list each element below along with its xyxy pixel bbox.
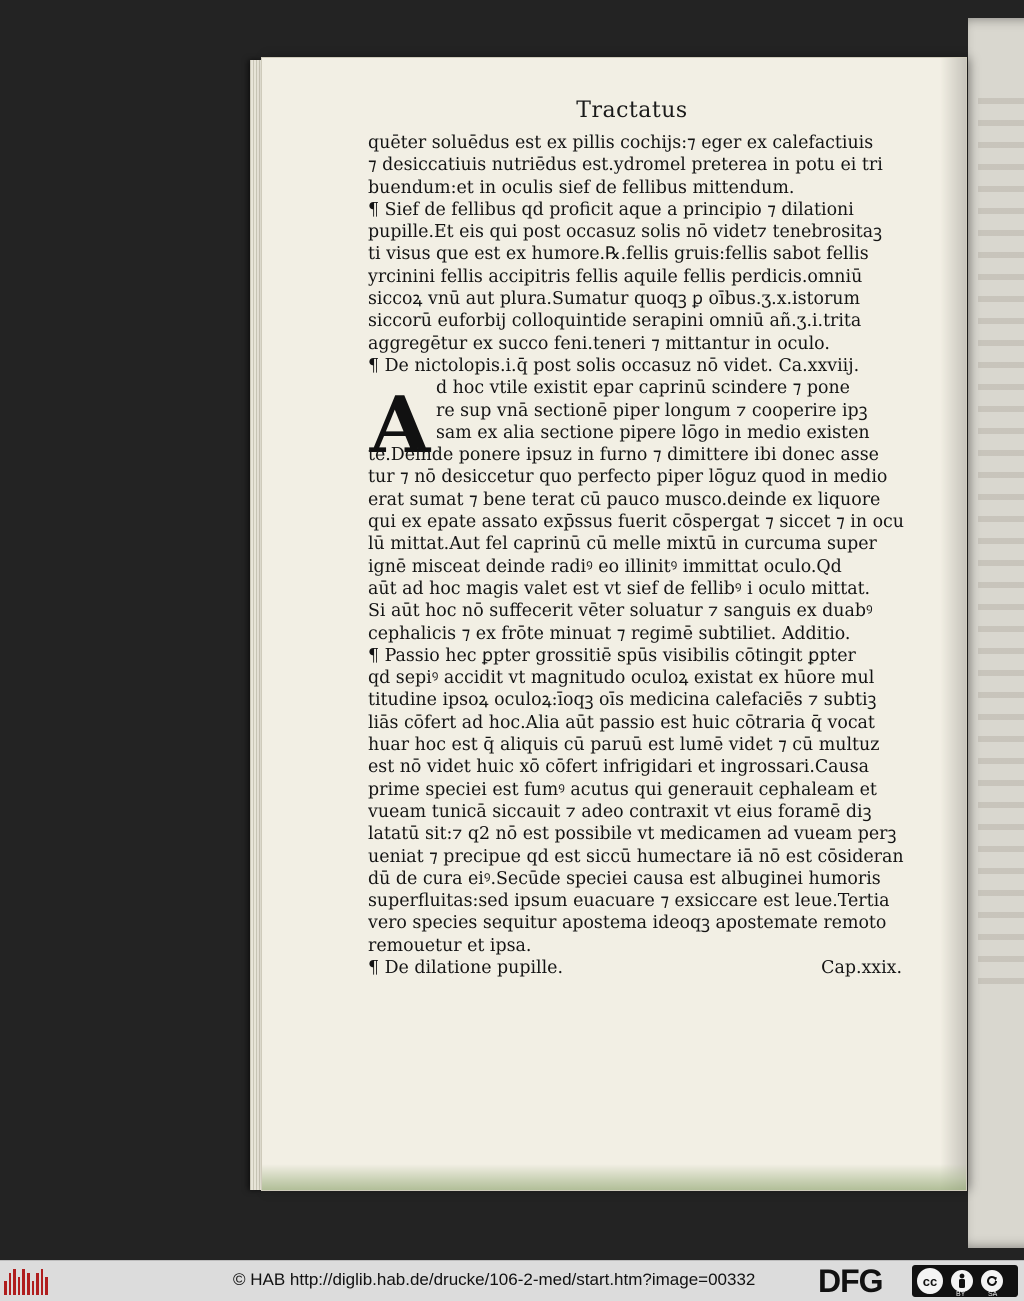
- text-line: sam ex alia sectione pipere lōgo in medio existen: [436, 422, 870, 443]
- text-line: pupille.Et eis qui post occasuz solis nō videt⁊ tenebrositaꝫ: [368, 222, 882, 243]
- text-line: aggregētur ex succo feni.teneri ⁊ mittantur in oculo.: [368, 333, 830, 354]
- copyright-link[interactable]: © HAB http://diglib.hab.de/drucke/106-2-med/start.htm?image=00332: [233, 1270, 756, 1289]
- text-line: superfluitas:sed ipsum euacuare ⁊ exsiccare est leue.Tertia: [368, 891, 890, 912]
- text-line: dū de cura eiꝰ.Secūde speciei causa est albuginei humoris: [368, 868, 881, 889]
- text-line: siccoꝝ vnū aut plura.Sumatur quoqꝫ ꝑ oībus.ʒ.x.istorum: [368, 289, 860, 310]
- hab-logo-icon[interactable]: [4, 1267, 48, 1295]
- chapter-heading-line: [368, 957, 908, 979]
- text-line: re sup vnā sectionē piper longum ⁊ cooperire ipꝫ: [436, 400, 868, 421]
- text-line: lū mittat.Aut fel caprinū cū melle mixtū in curcuma super: [368, 534, 877, 555]
- decorated-initial: A: [369, 380, 431, 471]
- text-line: prime speciei est fumꝰ acutus qui generauit cephaleam et: [368, 779, 877, 800]
- facing-page-text-bleed: [978, 98, 1024, 998]
- text-line: ¶ Passio hec ꝑpter grossitiē spūs visibilis cōtingit ꝑpter: [368, 645, 856, 666]
- running-head: Tractatus: [576, 98, 688, 123]
- text-line: te.Deinde ponere ipsuz in furno ⁊ dimittere ibi donec asse: [368, 445, 879, 466]
- chapter-heading: ¶ De nictolopis.i.q̄ post solis occasuz nō videt. Ca.xxviij.: [368, 355, 860, 376]
- text-line: latatū sit:⁊ q2 nō est possibile vt medicamen ad vueam perꝫ: [368, 824, 897, 845]
- facing-page: [968, 18, 1024, 1248]
- text-line: titudine ipsoꝝ oculoꝝ:īoqꝫ oīs medicina calefaciēs ⁊ subtiꝫ: [368, 690, 877, 711]
- text-line: erat sumat ⁊ bene terat cū pauco musco.deinde ex liquore: [368, 489, 881, 510]
- gutter-shadow: [940, 58, 966, 1190]
- text-line: liās cōfert ad hoc.Alia aūt passio est huic cōtraria q̄ vocat: [368, 712, 875, 733]
- footer-bar: [0, 1260, 1024, 1301]
- bottom-edge-stain: [262, 1164, 966, 1190]
- text-line: ignē misceat deinde radiꝰ eo illinitꝰ immittat oculo.Qd̄: [368, 556, 842, 577]
- text-line: yrcinini fellis accipitris fellis aquile fellis perdicis.omniū: [368, 266, 863, 287]
- text-line: qui ex epate assato exp̄ssus fuerit cōspergat ⁊ siccet ⁊ in ocu: [368, 512, 904, 533]
- cc-icon: cc: [915, 1266, 945, 1296]
- text-line: cephalicis ⁊ ex frōte minuat ⁊ regimē subtiliet. Additio.: [368, 623, 851, 644]
- book-page: [262, 58, 966, 1190]
- cc-sa-label: SA: [988, 1291, 998, 1298]
- text-line: vero species sequitur apostema ideoqꝫ apostemate remoto: [368, 913, 887, 934]
- chapter-number: Cap.xxix.: [821, 957, 902, 978]
- text-line: ¶ Sief de fellibus qd̄ proficit aque a principio ⁊ dilationi: [368, 199, 854, 220]
- text-line: qd̄ sepiꝰ accidit vt magnitudo oculoꝝ existat ex hūore mul: [368, 668, 875, 689]
- chapter-heading: ¶ De dilatione pupille.: [368, 957, 563, 978]
- text-line: aūt ad hoc magis valet est vt sief de fellibꝰ i oculo mittat.: [368, 578, 871, 599]
- cc-license-badge[interactable]: [912, 1265, 1018, 1297]
- text-line: vueam tunicā siccauit ⁊ adeo contraxit vt eius foramē diꝫ: [368, 801, 872, 822]
- text-line: tur ⁊ nō desiccetur quo perfecto piper lōguz quod in medio: [368, 467, 888, 488]
- text-line: quēter soluēdus est ex pillis cochijs:⁊ eger ex calefactiuis: [368, 133, 874, 153]
- cc-by-label: BY: [956, 1291, 966, 1298]
- text-line: siccorū euforbij colloquintide serapini omniū añ.ʒ.i.trita: [368, 311, 862, 332]
- text-line: est nō videt huic xō cōfert infrigidari et ingrossari.Causa: [368, 757, 870, 778]
- text-line: ti visus que est ex humore.℞.fellis gruis:fellis sabot fellis: [368, 244, 869, 265]
- text-line: Si aūt hoc nō suffecerit vēter soluatur ⁊ sanguis ex duabꝰ: [368, 601, 873, 622]
- dfg-logo[interactable]: DFG: [818, 1263, 883, 1299]
- text-line: remouetur et ipsa.: [368, 935, 532, 956]
- text-line: ⁊ desiccatiuis nutriēdus est.ydromel preterea in potu ei tri: [368, 155, 883, 176]
- text-line: ueniat ⁊ precipue qd̄ est siccū humectare iā nō est cōsideran: [368, 846, 904, 867]
- text-block: [368, 132, 908, 979]
- text-line: huar hoc est q̄ aliquis cū paruū est lumē videt ⁊ cū multuz: [368, 735, 880, 756]
- text-line: buendum:et in oculis sief de fellibus mittendum.: [368, 177, 795, 198]
- text-line: d hoc vtile existit epar caprinū scindere ⁊ pone: [436, 378, 850, 399]
